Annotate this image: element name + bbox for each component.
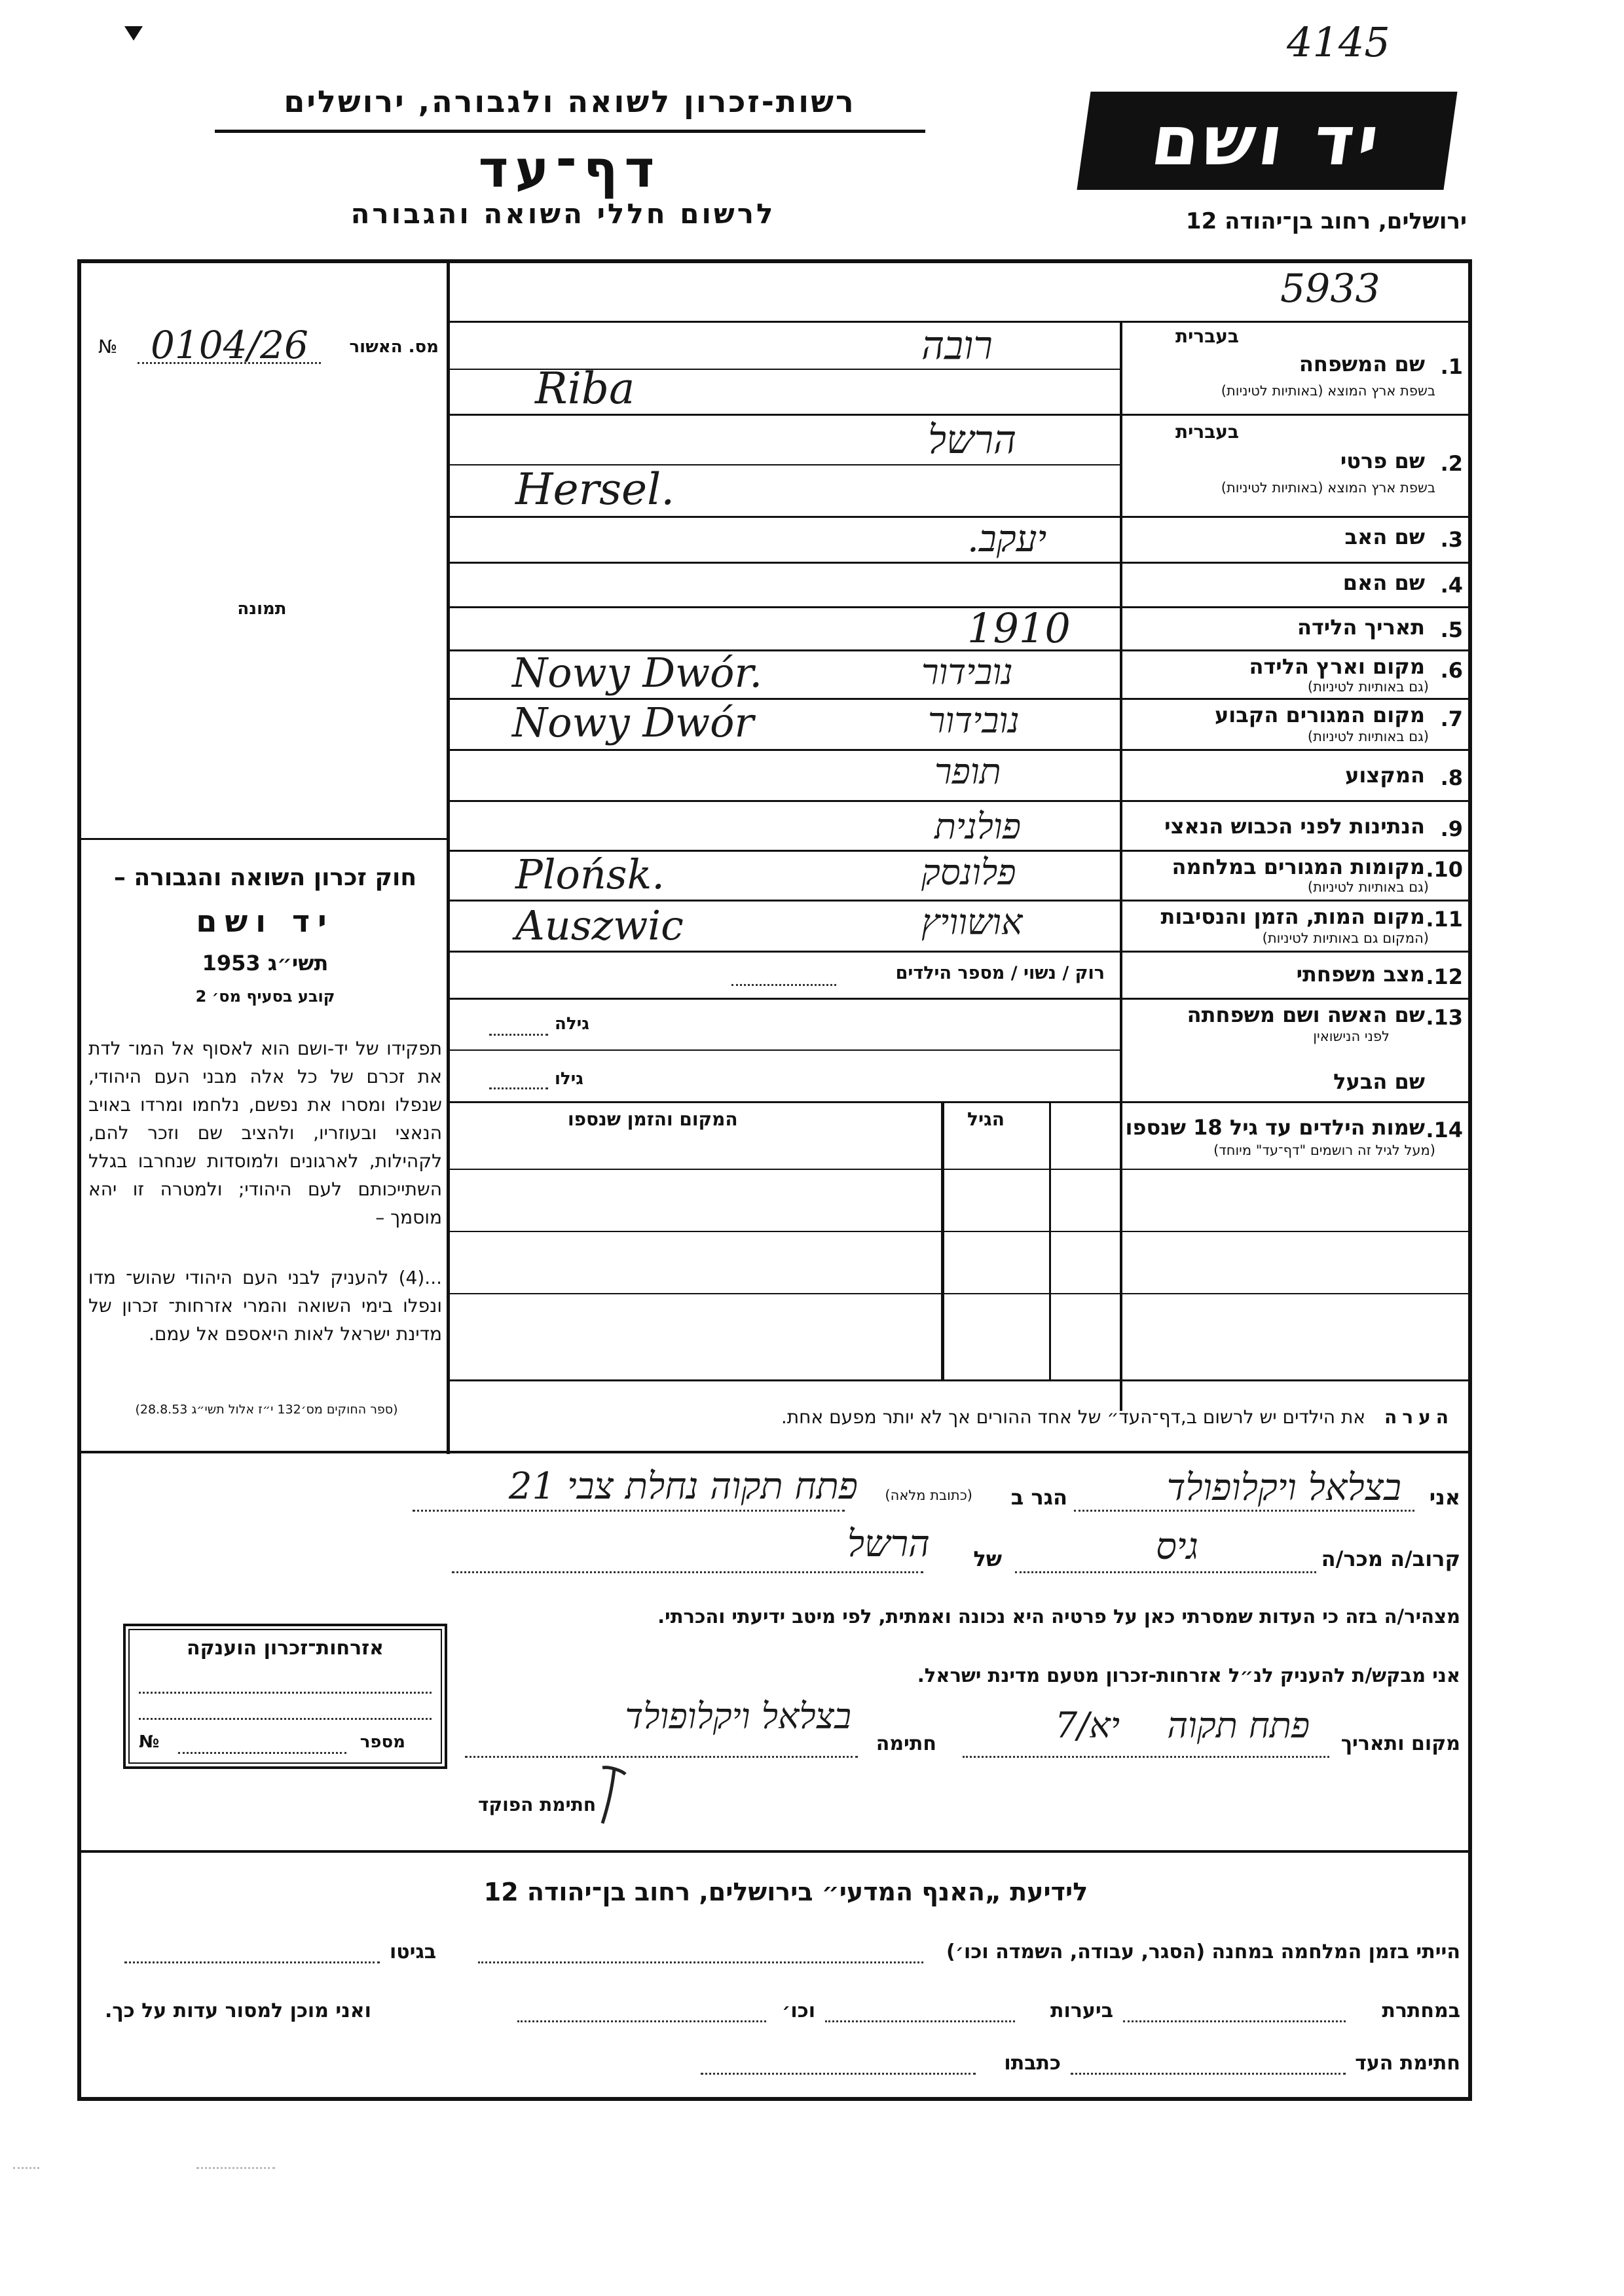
sheet-number: 5933: [1280, 266, 1380, 312]
scan-mark: [196, 2167, 275, 2169]
field-profession: [450, 751, 1468, 802]
field-14-place-header: המקום והזמן שנספו: [568, 1108, 738, 1130]
witness-address-label: כתבתו: [1004, 2052, 1061, 2075]
yad-vashem-logo: [1077, 92, 1457, 190]
law-title: חוק זכרון השואה והגבורה –: [113, 864, 417, 891]
declarant-lives-label: הגר ב: [1010, 1485, 1067, 1510]
field-nationality: [450, 802, 1468, 852]
officer-signature: [576, 1755, 655, 1827]
field-2-hebrew: הרשל: [928, 417, 1017, 463]
place-date-value: פתח תקוה: [1167, 1705, 1310, 1746]
permit-label: מס. האשור: [349, 337, 439, 357]
ready-label: ואני מוכן למסור עדות על כך.: [105, 1999, 371, 2022]
field-birth-place: [450, 651, 1468, 700]
field-birth-date: [450, 604, 1468, 652]
field-7-number: 7.: [1440, 706, 1463, 731]
permit-no-mark: №: [98, 336, 118, 357]
stamp-title: אזרחות־זכרון הוענקה: [186, 1637, 384, 1660]
officer-label: חתימת הפוקד: [478, 1794, 597, 1815]
stamp-number-label: מספר: [360, 1732, 405, 1752]
field-13-label: שם האשה ושם משפחתה: [1187, 1002, 1425, 1027]
field-10-hebrew: פלונסק: [921, 852, 1016, 893]
field-3-number: 3.: [1440, 527, 1463, 552]
permit-value: 0104/26: [151, 323, 308, 367]
field-9-hebrew: פולנית: [934, 806, 1022, 847]
place-date-label: מקום ותאריך: [1340, 1732, 1460, 1755]
field-13-sub: לפני הנישואין: [1313, 1029, 1390, 1044]
field-1-number: 1.: [1440, 354, 1463, 379]
field-6-number: 6.: [1440, 658, 1463, 683]
field-3-hebrew: יעקב.: [967, 518, 1047, 560]
field-10-label: מקומות המגורים במלחמה: [1172, 854, 1425, 879]
authority-underline: [215, 130, 925, 133]
field-11-latin: Auszwic: [515, 902, 684, 949]
camp-row: [85, 1938, 1460, 1977]
camp-line: הייתי בזמן המלחמה במחנה (הסגר, עבודה, השמדה וכו׳): [946, 1941, 1460, 1963]
field-6-hebrew: נובידור: [921, 651, 1013, 693]
declarant-i-label: אני: [1429, 1485, 1460, 1510]
signature-label: חתימה: [876, 1732, 936, 1755]
field-13-number: 13.: [1426, 1005, 1463, 1030]
logo-text: יד ושם: [1146, 101, 1388, 181]
law-citation: (ספר החוקים מס׳132 י״ז אלול תשי״ג 28.8.53): [135, 1402, 398, 1417]
field-7-label: מקום המגורים הקבוע: [1214, 702, 1425, 727]
hiding-label: במחתרת: [1382, 1999, 1460, 2022]
law-name: יד ושם: [196, 903, 335, 939]
ghetto-label: בגיטו: [390, 1941, 437, 1963]
relation-label: קרוב/ה מכר/ה: [1321, 1546, 1460, 1571]
photo-box-bottom: [80, 838, 448, 840]
field-residence: [450, 700, 1468, 751]
field-5-label: תאריך הלידה: [1297, 615, 1425, 640]
hiding-row: [85, 1997, 1460, 2036]
relation-of-name: הרשל: [847, 1523, 930, 1565]
field-13-age-m: גילו: [555, 1069, 583, 1089]
field-7-latin: Nowy Dwór: [512, 699, 754, 746]
corner-mark: [124, 26, 143, 41]
field-5-value: 1910: [967, 604, 1071, 652]
frame-bottom: [77, 2097, 1472, 2101]
law-paragraph: תפקידו של יד-ושם הוא לאסוף אל המו־ לדת את זכרם של כל אלה מבני העם היהודי, שנפלו ומסרו את נפשם, נלחמו ומרדו באויב הנאצי ובעוזריו, ולהציב שם וזכר להם, לקהילות, לארגונים ולמוסדות שנחרבו בגלל השתייכותם לעם היהודי; ולמטרה זו יהא מוסמך –: [88, 1038, 442, 1228]
field-family-name: [450, 323, 1468, 416]
declarant-address: פתח תקוה נחלת צבי 21: [508, 1465, 858, 1508]
bottom-section-divider: [80, 1850, 1471, 1853]
field-10-sub: (גם באותיות לטיניות): [1307, 879, 1429, 895]
field-mother-name: [450, 564, 1468, 608]
field-12-number: 12.: [1426, 964, 1463, 989]
frame-right: [1468, 259, 1472, 2101]
field-11-hebrew: אושוויץ: [921, 902, 1023, 943]
address-line: ירושלים, רחוב בן־יהודה 12: [1185, 208, 1467, 234]
field-14-sub: (מעל לגיל זה רושמים "דף־עד" מיוחד): [1213, 1142, 1435, 1158]
scan-mark: [13, 2167, 39, 2169]
authority-title: רשות-זכרון לשואה ולגבורה, ירושלים: [284, 84, 856, 119]
form-title: דף־עד: [478, 140, 661, 199]
field-6-label: מקום וארץ הלידה: [1249, 654, 1425, 679]
field-2-sub: בשפת ארץ המוצא (באותיות לטיניות): [1221, 480, 1435, 496]
field-9-number: 9.: [1440, 816, 1463, 841]
field-spouse: [450, 1000, 1468, 1103]
note-text: [452, 1406, 1454, 1428]
declarant-address-hint: (כתובת מלאה): [885, 1487, 972, 1503]
field-12-label: מצב משפחתי: [1296, 962, 1425, 987]
field-8-number: 8.: [1440, 765, 1463, 790]
date-value: יא/7: [1054, 1705, 1120, 1746]
bottom-heading: לידיעת „האנף המדעי״ בירושלים, רחוב בן־יהודה 12: [483, 1878, 1088, 1906]
field-7-sub: (גם באותיות לטיניות): [1307, 729, 1429, 744]
field-6-latin: Nowy Dwór.: [512, 649, 763, 697]
field-first-name: [450, 416, 1468, 518]
relation-of-label: של: [973, 1546, 1002, 1571]
field-6-sub: (גם באותיות לטיניות): [1307, 679, 1429, 695]
field-8-label: המקצוע: [1345, 763, 1425, 788]
relation-row: [85, 1525, 1460, 1578]
field-12-options: רוק / נשוי / מספר הילדים: [895, 963, 1105, 983]
permit-field: [98, 323, 439, 370]
field-3-label: שם האב: [1344, 524, 1425, 549]
field-10-latin: Plońsk.: [515, 850, 665, 898]
field-11-sub: (המקום גם באותיות לטיניות): [1262, 930, 1429, 946]
field-11-number: 11.: [1426, 907, 1463, 932]
law-year: תשי״ג 1953: [202, 951, 329, 975]
field-children: [450, 1103, 1468, 1381]
field-1-sub: בשפת ארץ המוצא (באותיות לטיניות): [1221, 383, 1435, 399]
field-4-label: שם האם: [1342, 570, 1425, 595]
field-5-number: 5.: [1440, 617, 1463, 642]
photo-label: תמונה: [237, 599, 287, 619]
declarant-signature: בצלאל ויקלופולד: [625, 1696, 851, 1737]
field-2-latin: Hersel.: [515, 464, 675, 515]
field-war-residence: [450, 852, 1468, 902]
note-label: הערה: [1384, 1406, 1454, 1428]
request-text: אני מבקש/ת להעניק לנ״ל אזרחות-זכרון מטעם מדינת ישראל.: [917, 1664, 1460, 1686]
witness-signature-label: חתימת העד: [1355, 2052, 1460, 2075]
field-14-label: שמות הילדים עד גיל 18 שנספו: [1125, 1115, 1425, 1140]
field-9-label: הנתינות לפני הכבוש הנאצי: [1164, 814, 1425, 839]
frame-top: [77, 259, 1472, 263]
field-2-tag: בעברית: [1175, 421, 1239, 443]
field-13-age-f: גילה: [555, 1014, 589, 1034]
field-8-hebrew: תופר: [934, 751, 1001, 792]
officer-row: [458, 1768, 917, 1827]
declarant-name: בצלאל ויקלופולד: [1166, 1467, 1401, 1509]
law-clause: ...(4) להעניק לבני העם היהודי שהוש־ מדו ונפלו בימי השואה והמרי אזרחות־ זכרון של מדינת ישראל לאות היאספם אל עמם.: [88, 1267, 442, 1345]
field-1-tag: בעברית: [1175, 325, 1239, 347]
law-section: קובע בסעיף מס׳ 2: [195, 987, 335, 1006]
memorial-citizenship-box: [123, 1624, 447, 1769]
form-subtitle: לרשום חללי השואה והגבורה: [350, 198, 776, 230]
field-father-name: [450, 518, 1468, 564]
field-1-hebrew: רובה: [921, 323, 993, 369]
stamp-no-mark: №: [139, 1732, 160, 1752]
declarant-row: [85, 1467, 1460, 1519]
archive-number: 4145: [1287, 18, 1390, 66]
note-bottom-line: [80, 1451, 1471, 1453]
field-14-number: 14.: [1426, 1118, 1463, 1142]
field-death-place: [450, 902, 1468, 953]
relation-value: גיס: [1155, 1525, 1198, 1568]
note-body: את הילדים יש לרשום ב,דף־העד״ של אחד ההורים אך לא יותר מפעם אחת.: [781, 1406, 1366, 1428]
declaration-text: מצהיר/ה בזה כי העדות שמסרתי כאן על פרטיה היא נכונה ואמתית, לפי מיטב ידיעתי והכרתי.: [657, 1605, 1460, 1628]
field-marital-status: [450, 953, 1468, 1000]
field-13-husband-label: שם הבעל: [1333, 1069, 1425, 1094]
field-1-label: שם המשפחה: [1299, 352, 1425, 376]
etc-label: וכו׳: [782, 1999, 815, 2022]
field-11-label: מקום המות, הזמן והנסיבות: [1160, 904, 1425, 929]
frame-left: [77, 259, 81, 2101]
field-2-number: 2.: [1440, 451, 1463, 476]
witness-row: [85, 2049, 1460, 2088]
field-4-number: 4.: [1440, 573, 1463, 598]
forests-label: ביערות: [1050, 1999, 1113, 2022]
field-14-age-header: הגיל: [967, 1108, 1005, 1130]
field-7-hebrew: נובידור: [928, 700, 1020, 741]
field-10-number: 10.: [1426, 857, 1463, 882]
field-2-label: שם פרטי: [1340, 448, 1425, 473]
field-1-latin: Riba: [535, 363, 635, 414]
